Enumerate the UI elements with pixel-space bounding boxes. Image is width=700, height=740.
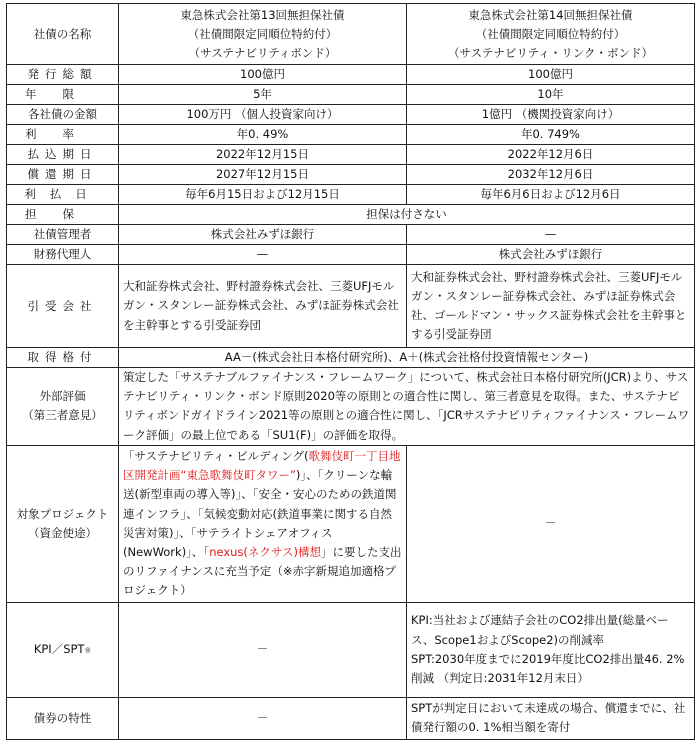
kpi-line: KPI:当社および連結子会社のCO2排出量(総量ベース、Scope1およびScope2)の削減率	[411, 613, 669, 647]
label-rate: 利率	[7, 125, 119, 145]
bond14-rate: 年0. 749%	[407, 125, 695, 145]
bond13-interest-dates: 毎年6月15日および12月15日	[119, 185, 407, 205]
label-projects	[7, 445, 119, 602]
label-external-review-main: 外部評価	[39, 389, 86, 404]
project-text: )」、「クリーンな輸送(新型車両の導入等)」、「安全・安心のための鉄道関連インフラ」、「気候変動対応(鉄道事業に関する自然災害対策)」、「サテライトシェアオフィス(NewWork)」、「	[123, 468, 397, 560]
row-maturity	[7, 165, 695, 185]
bond13-trustee: 株式会社みずほ銀行	[119, 225, 407, 245]
bond13-name-line: （社債間限定同順位特約付）	[187, 26, 338, 41]
row-rate	[7, 125, 695, 145]
label-term: 年限	[7, 85, 119, 105]
label-interest-dates: 利払日	[7, 185, 119, 205]
bond14-characteristics: SPTが判定日において未達成の場合、償還までに、社債発行額の0. 1%相当額を寄付	[407, 697, 695, 739]
bond14-maturity: 2032年12月6日	[407, 165, 695, 185]
label-underwriters: 引受会社	[7, 265, 119, 348]
new-project-text: nexus(ネクサス)構想	[209, 545, 321, 560]
bond13-term: 5年	[119, 85, 407, 105]
bond14-term: 10年	[407, 85, 695, 105]
bond13-kpi: －	[119, 602, 407, 697]
row-characteristics	[7, 697, 695, 739]
collateral-value: 担保は付さない	[119, 205, 695, 225]
label-external-review-sub: （第三者意見）	[22, 408, 103, 423]
spt-line: SPT:2030年度までに2019年度比CO2排出量46. 2%削減 （判定日:2031年12月末日）	[411, 651, 685, 686]
row-collateral	[7, 205, 695, 225]
new-project-text: 歌舞伎町一丁目地区開発計画“東急歌舞伎町タワー”	[123, 449, 401, 483]
row-fiscal-agent	[7, 245, 695, 265]
footnote-mark: ※	[84, 645, 92, 655]
row-underwriters	[7, 265, 695, 348]
bond14-issue-total: 100億円	[407, 65, 695, 85]
bond14-kpi	[407, 602, 695, 697]
row-rating	[7, 348, 695, 368]
bond13-name-line: 東急株式会社第13回無担保社債	[180, 7, 345, 22]
rating-value: AA－(株式会社日本格付研究所)、A＋(株式会社格付投資情報センター)	[119, 348, 695, 368]
row-projects	[7, 445, 695, 602]
bond14-payment-date: 2022年12月6日	[407, 145, 695, 165]
project-text: 」に要した支出のリファイナンスに充当予定（※赤字新規追加適格プロジェクト）	[123, 545, 402, 598]
label-characteristics: 債券の特性	[7, 697, 119, 739]
row-trustee	[7, 225, 695, 245]
row-name	[7, 4, 695, 65]
label-external-review	[7, 368, 119, 446]
bond13-payment-date: 2022年12月15日	[119, 145, 407, 165]
bond14-name-line: （社債間限定同順位特約付）	[475, 26, 626, 41]
bond14-name-line: （サステナビリティ・リンク・ボンド）	[448, 45, 653, 60]
row-payment-date	[7, 145, 695, 165]
external-review-value: 策定した「サステナブルファイナンス・フレームワーク」について、株式会社日本格付研究所(JCR)より、サステナビリティ・リンク・ボンド原則2020等の原則との適合性に関し、第三者意見を取得。また、サステナビリティボンドガイドライン2021等の原則との適合性に関し、「JCRサステナビリティファイナンス・フレームワーク評価」の最上位である「SU1(F)」の評価を取得。	[119, 368, 695, 446]
label-collateral: 担保	[7, 205, 119, 225]
row-issue-total	[7, 65, 695, 85]
bond13-name	[119, 4, 407, 65]
bond14-denomination: 1億円 （機関投資家向け）	[407, 105, 695, 125]
label-rating: 取得格付	[7, 348, 119, 368]
label-denomination: 各社債の金額	[7, 105, 119, 125]
label-projects-main: 対象プロジェクト	[16, 506, 109, 521]
label-maturity: 償還期日	[7, 165, 119, 185]
bond14-projects: －	[407, 445, 695, 602]
bond13-projects	[119, 445, 407, 602]
bond-terms-table	[6, 3, 695, 740]
bond14-fiscal-agent: 株式会社みずほ銀行	[407, 245, 695, 265]
bond13-underwriters: 大和証券株式会社、野村證券株式会社、三菱UFJモルガン・スタンレー証券株式会社、みずほ証券株式会社を主幹事とする引受証券団	[119, 265, 407, 348]
bond14-name-line: 東急株式会社第14回無担保社債	[468, 7, 633, 22]
bond14-trustee: —	[407, 225, 695, 245]
row-external-review	[7, 368, 695, 446]
row-interest-dates	[7, 185, 695, 205]
label-kpi	[7, 602, 119, 697]
bond13-denomination: 100万円 （個人投資家向け）	[119, 105, 407, 125]
bond14-name	[407, 4, 695, 65]
label-issue-total: 発行総額	[7, 65, 119, 85]
bond13-rate: 年0. 49%	[119, 125, 407, 145]
label-trustee: 社債管理者	[7, 225, 119, 245]
label-projects-sub: （資金使途）	[28, 525, 97, 540]
bond14-underwriters: 大和証券株式会社、野村證券株式会社、三菱UFJモルガン・スタンレー証券株式会社、みずほ証券株式会社、ゴールドマン・サックス証券株式会社を主幹事とする引受証券団	[407, 265, 695, 348]
label-kpi-text: KPI／SPT	[33, 641, 85, 656]
bond13-issue-total: 100億円	[119, 65, 407, 85]
label-payment-date: 払込期日	[7, 145, 119, 165]
label-fiscal-agent: 財務代理人	[7, 245, 119, 265]
bond14-interest-dates: 毎年6月6日および12月6日	[407, 185, 695, 205]
row-kpi	[7, 602, 695, 697]
bond13-name-line: （サステナビリティボンド）	[188, 45, 337, 60]
row-term	[7, 85, 695, 105]
bond13-maturity: 2027年12月15日	[119, 165, 407, 185]
bond13-fiscal-agent: —	[119, 245, 407, 265]
label-name: 社債の名称	[7, 4, 119, 65]
project-text: 「サステナビリティ・ビルディング(	[123, 449, 309, 463]
bond13-characteristics: －	[119, 697, 407, 739]
row-denomination	[7, 105, 695, 125]
